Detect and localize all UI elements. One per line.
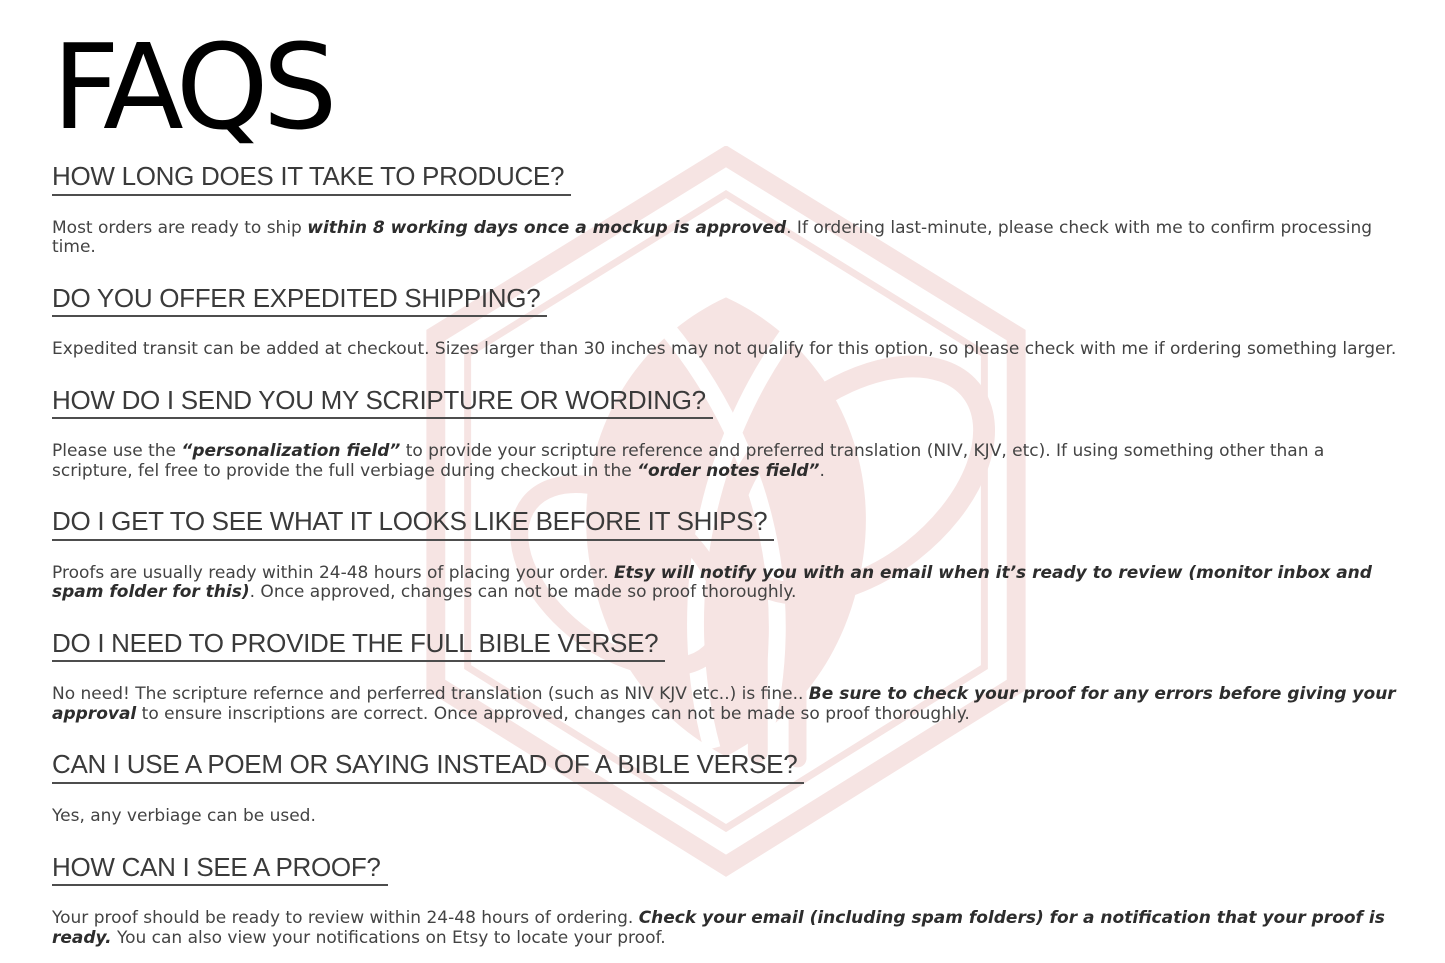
answer-text: Proofs are usually ready within 24-48 hours of placing your order. <box>52 562 614 583</box>
faq-question <box>52 284 1397 318</box>
faq-question <box>52 629 1397 663</box>
faq-answer <box>52 219 1397 258</box>
answer-text: No need! The scripture refernce and perferred translation (such as NIV KJV etc..) is fine.. <box>52 684 809 705</box>
answer-emphasis-text: Etsy will notify you with an email when it’s ready to review (monitor inbox and spam folder for this) <box>52 562 1372 603</box>
answer-text: . Once approved, changes can not be made so proof thoroughly. <box>249 582 797 603</box>
faq-question-text: CAN I USE A POEM OR SAYING INSTEAD OF A BIBLE VERSE? <box>52 750 804 784</box>
faq-list <box>52 162 1397 948</box>
answer-text: to provide your scripture reference and preferred translation (NIV, KJV, etc). If using something other than a scripture, fel free to provide the full verbiage during checkout in the <box>52 441 1325 481</box>
answer-text: to ensure inscriptions are correct. Once approved, changes can not be made so proof thoroughly. <box>136 703 970 724</box>
answer-text: Yes, any verbiage can be used. <box>52 806 316 827</box>
faq-answer <box>52 807 1397 827</box>
answer-text: Your proof should be ready to review within 24-48 hours of ordering. <box>52 908 639 929</box>
faq-question-text: DO YOU OFFER EXPEDITED SHIPPING? <box>52 284 547 318</box>
faq-question <box>52 750 1397 784</box>
answer-emphasis-text: Check your email (including spam folders) for a notification that your proof is ready. <box>52 908 1385 948</box>
faq-question <box>52 162 1397 196</box>
answer-text: You can also view your notifications on Etsy to locate your proof. <box>111 927 666 948</box>
answer-emphasis-text: “order notes field” <box>637 460 820 481</box>
faq-section <box>52 750 1397 826</box>
faq-question <box>52 507 1397 541</box>
faq-section <box>52 284 1397 360</box>
answer-emphasis-text: Be sure to check your proof for any errors before giving your approval <box>52 684 1396 724</box>
page-title: FAQS <box>52 18 332 156</box>
answer-text: . If ordering last-minute, please check with me to confirm processing time. <box>52 217 1373 258</box>
answer-text: . <box>819 460 825 481</box>
faq-question <box>52 386 1397 420</box>
faq-section <box>52 162 1397 258</box>
answer-emphasis-text: “personalization field” <box>181 441 401 462</box>
faq-answer <box>52 564 1397 603</box>
faq-question <box>52 853 1397 887</box>
faq-section <box>52 386 1397 482</box>
faq-question-text: DO I GET TO SEE WHAT IT LOOKS LIKE BEFORE IT SHIPS? <box>52 507 774 541</box>
faq-section <box>52 853 1397 949</box>
answer-text: Most orders are ready to ship <box>52 217 308 238</box>
faq-question-text: HOW CAN I SEE A PROOF? <box>52 853 388 887</box>
faq-section <box>52 507 1397 603</box>
faq-answer <box>52 442 1397 481</box>
faq-question-text: DO I NEED TO PROVIDE THE FULL BIBLE VERSE? <box>52 629 665 663</box>
faq-section <box>52 629 1397 725</box>
answer-emphasis-text: within 8 working days once a mockup is approved <box>307 217 787 238</box>
answer-text: Expedited transit can be added at checkout. Sizes larger than 30 inches may not qualify for this option, so please check with me if ordering something larger. <box>52 339 1397 360</box>
faq-question-text: HOW DO I SEND YOU MY SCRIPTURE OR WORDING? <box>52 386 713 420</box>
faq-answer <box>52 909 1397 948</box>
faq-answer <box>52 340 1397 360</box>
faq-answer <box>52 685 1397 724</box>
answer-text: Please use the <box>52 441 182 462</box>
faq-question-text: HOW LONG DOES IT TAKE TO PRODUCE? <box>52 162 571 196</box>
